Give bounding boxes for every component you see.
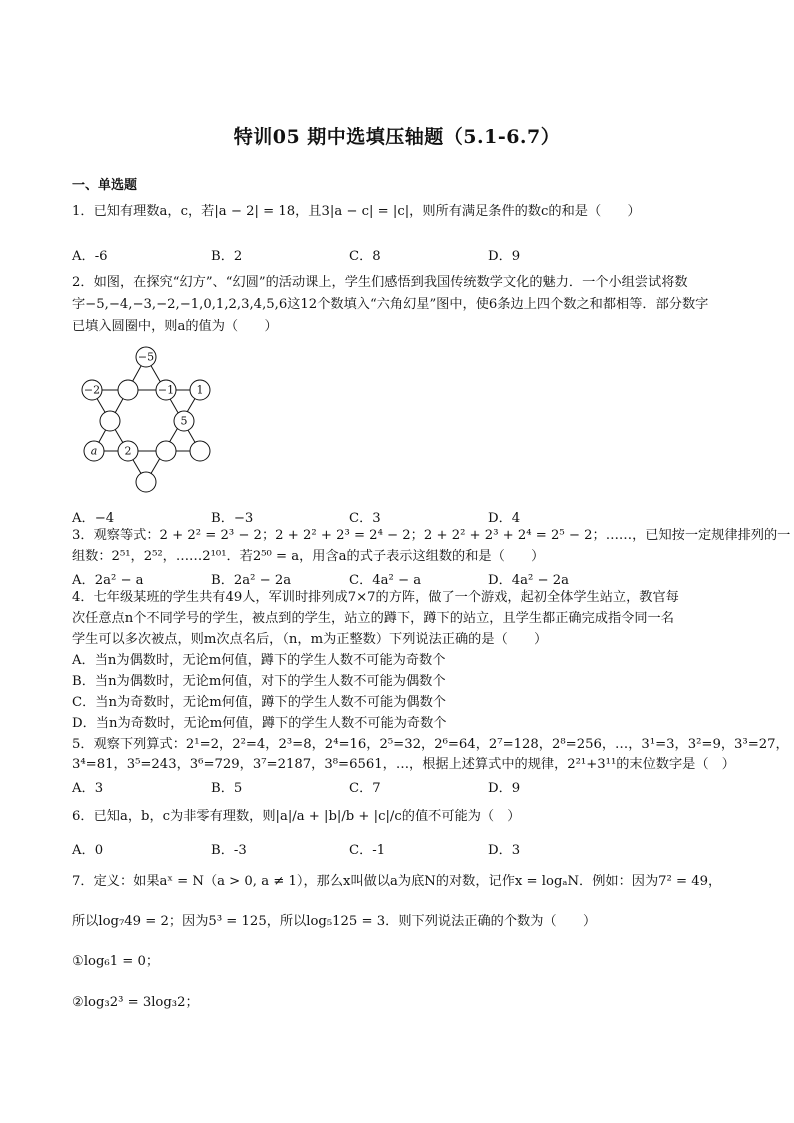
q4-choice-d[interactable]: D．当n为奇数时，无论m何值，蹲下的学生人数不可能为奇数个 [72,716,447,731]
label-right-outer: 1 [196,383,204,397]
q1-option-c[interactable]: C．8 [349,249,381,264]
label-inner-top-right: −1 [157,383,175,397]
node-bottom-right-outer [190,441,210,461]
q2-option-c[interactable]: C．3 [349,511,381,526]
q6-option-b[interactable]: B．-3 [211,843,247,858]
page-title: 特训05 期中选填压轴题（5.1-6.7） [233,126,561,148]
q1-option-b[interactable]: B．2 [211,249,243,264]
hexagram-figure [78,345,218,497]
q2-options [72,507,732,525]
node-inner-bottom-right [156,441,176,461]
q3-option-c[interactable]: C．4a² − a [349,573,422,588]
hexagram-svg [78,345,218,497]
q3-option-d[interactable]: D．4a² − 2a [488,573,569,588]
q1-options [72,245,732,263]
q6-option-c[interactable]: C．-1 [349,843,386,858]
q6-stem: 6．已知a，b，c为非零有理数，则|a|/a + |b|/b + |c|/c的值不可能为（ ） [72,809,521,824]
q3-option-a[interactable]: A．2a² − a [72,573,144,588]
node-inner-left [100,411,120,431]
section-heading: 一、单选题 [72,178,138,193]
label-bottom-left-outer: a [90,444,98,458]
q5-options [72,777,732,795]
q5-option-a[interactable]: A．3 [72,781,104,796]
q5-option-b[interactable]: B．5 [211,781,243,796]
q2-line-1: 2．如图，在探究“幻方”、“幻圆”的活动课上，学生们感悟到我国传统数学文化的魅力．一个小组尝试将数 [72,275,688,290]
q4-choice-b[interactable]: B．当n为偶数时，无论m何值，对下的学生人数不可能为偶数个 [72,674,446,689]
q2-option-a[interactable]: A．−4 [72,511,115,526]
q3-option-b[interactable]: B．2a² − 2a [211,573,292,588]
q4-line-1: 4．七年级某班的学生共有49人，军训时排列成7×7的方阵，做了一个游戏，起初全体学生站立，教官每 [72,590,679,605]
q7-item-1: ①log₆1 = 0； [72,954,160,969]
q5-line-2: 3⁴=81，3⁵=243，3⁶=729，3⁷=2187，3⁸=6561，…，根据上述算式中的规律，2²¹+3¹¹的末位数字是（ ） [72,757,735,772]
q2-line-2: 字−5,−4,−3,−2,−1,0,1,2,3,4,5,6这12个数填入“六角幻星”图中，使6条边上四个数之和都相等．部分数字 [72,297,709,312]
q3-line-1: 3．观察等式：2 + 2² = 2³ − 2；2 + 2² + 2³ = 2⁴ − 2；2 + 2² + 2³ + 2⁴ = 2⁵ − 2；……，已知按一定规律排列的一 [72,528,791,543]
q4-choice-c[interactable]: C．当n为奇数时，无论m何值，蹲下的学生人数不可能为偶数个 [72,695,446,710]
q3-line-2: 组数：2⁵¹，2⁵²，……2¹⁰¹．若2⁵⁰ = a，用含a的式子表示这组数的和是（ ） [72,549,545,564]
q6-options [72,839,732,857]
q3-options [72,569,732,587]
q5-option-c[interactable]: C．7 [349,781,381,796]
q5-line-1: 5．观察下列算式：2¹=2，2²=4，2³=8，2⁴=16，2⁵=32，2⁶=64，2⁷=128，2⁸=256，…，3¹=3，3²=9，3³=27， [72,737,789,752]
q1-option-d[interactable]: D．9 [488,249,521,264]
q6-option-a[interactable]: A．0 [72,843,104,858]
label-inner-right: 5 [180,414,188,428]
q7-line-1: 7．定义：如果aˣ = N（a > 0, a ≠ 1），那么x叫做以a为底N的对数，记作x = logₐN．例如：因为7² = 49， [72,874,722,889]
q1-stem: 1．已知有理数a，c，若|a − 2| = 18，且3|a − c| = |c|，则所有满足条件的数c的和是（ ） [72,204,641,219]
q7-line-2: 所以log₇49 = 2；因为5³ = 125，所以log₅125 = 3．则下列说法正确的个数为（ ） [72,914,597,929]
q2-option-b[interactable]: B．−3 [211,511,254,526]
q1-option-a[interactable]: A．-6 [72,249,108,264]
node-bottom [136,472,156,492]
q4-choice-a[interactable]: A．当n为偶数时，无论m何值，蹲下的学生人数不可能为奇数个 [72,653,446,668]
label-top: −5 [137,350,155,364]
q2-option-d[interactable]: D．4 [488,511,521,526]
label-inner-bottom-left: 2 [124,444,132,458]
q2-line-3: 已填入圆圈中，则a的值为（ ） [72,319,278,334]
q4-line-2: 次任意点n个不同学号的学生，被点到的学生，站立的蹲下，蹲下的站立，且学生都正确完成指令同一名 [72,611,674,626]
node-inner-top-left [118,380,138,400]
q4-line-3: 学生可以多次被点，则m次点名后，（n，m为正整数）下列说法正确的是（ ） [72,632,548,647]
label-left-outer: −2 [83,383,101,397]
q5-option-d[interactable]: D．9 [488,781,521,796]
q6-option-d[interactable]: D．3 [488,843,521,858]
q7-item-2: ②log₃2³ = 3log₃2； [72,995,199,1010]
